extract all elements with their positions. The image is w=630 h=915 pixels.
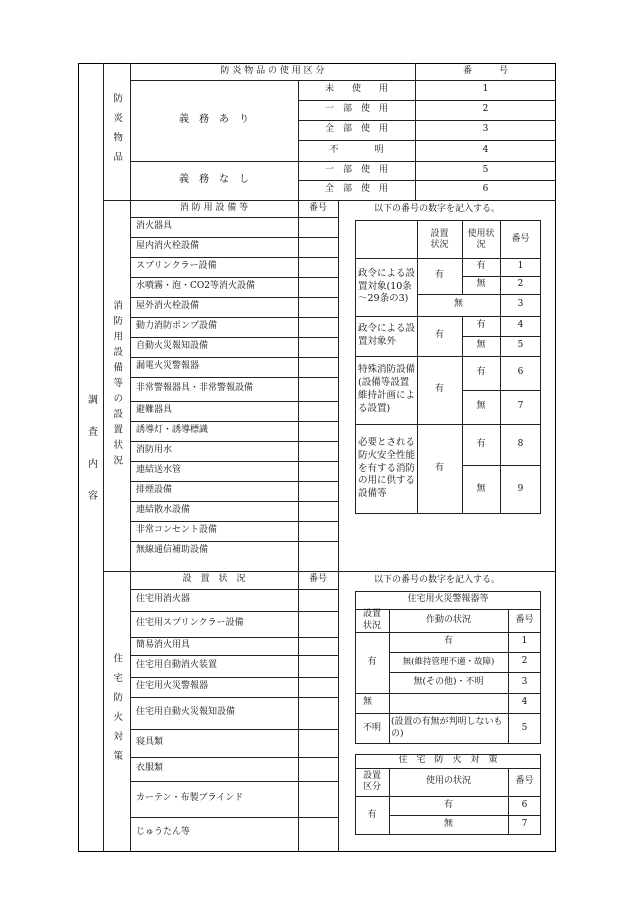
- residential-item: 簡易消火用具: [136, 640, 191, 651]
- usage-cell: 未 使 用: [324, 84, 388, 95]
- residential-item: 住宅用自動火災報知設備: [136, 707, 236, 718]
- alarm-number: 1: [521, 636, 528, 647]
- residential-item: 住宅用スプリンクラー設備: [136, 618, 244, 629]
- equipment-item-header: 消 防 用 設 備 等: [179, 202, 249, 213]
- residential-number-input[interactable]: [298, 729, 338, 757]
- legend-number: 7: [517, 401, 524, 412]
- divider: [338, 200, 339, 571]
- legend-usage-yes: 有: [476, 261, 486, 272]
- equipment-number-input[interactable]: [298, 257, 338, 277]
- divider: [338, 571, 339, 852]
- alarm-table-title: 住宅用火災警報器等: [407, 594, 489, 605]
- equipment-item: 無線通信補助設備: [136, 545, 209, 556]
- equipment-item: 漏電火災警報器: [136, 361, 200, 372]
- equipment-item: 自動火災報知設備: [136, 341, 209, 352]
- equipment-item: 連結送水管: [136, 465, 182, 476]
- equipment-number-input[interactable]: [298, 461, 338, 481]
- fire-retardant-side-label: 防炎物品: [111, 92, 123, 171]
- measures-install-header: 設置区分: [362, 770, 381, 792]
- legend-group1-label: 政令による設置対象(10条～29条の3): [358, 267, 416, 305]
- equipment-number-input[interactable]: [298, 297, 338, 317]
- equipment-number-header: 番号: [308, 202, 327, 213]
- legend-group2-label: 政令による設置対象外: [358, 323, 416, 347]
- measures-number: 6: [521, 799, 528, 810]
- alarm-unknown: 不明: [362, 722, 381, 733]
- legend-usage-header: 使用状況: [467, 228, 495, 250]
- legend-number: 6: [517, 367, 524, 378]
- equipment-item: 避難器具: [136, 405, 173, 416]
- number-cell: 6: [482, 184, 489, 195]
- equipment-item: 誘導灯・誘導標識: [136, 425, 209, 436]
- equipment-number-input[interactable]: [298, 317, 338, 337]
- alarm-op-maint: 無(維持管理不適・故障): [402, 656, 495, 667]
- usage-cell: 一 部 使 用: [324, 164, 388, 175]
- equipment-number-input[interactable]: [298, 421, 338, 441]
- legend-none: 無: [453, 299, 463, 310]
- legend-number: 1: [517, 261, 524, 272]
- alarm-number: 4: [521, 697, 528, 708]
- usage-cell: 不 明: [329, 144, 384, 155]
- legend-usage-no: 無: [476, 483, 486, 494]
- legend-number-header: 番号: [511, 234, 530, 245]
- fire-retardant-number-header: 番 号: [462, 65, 508, 76]
- equipment-item: スプリンクラー設備: [136, 261, 217, 272]
- legend-install-header: 設置状況: [430, 228, 449, 250]
- measures-usage-no: 無: [443, 819, 453, 830]
- number-cell: 5: [482, 164, 489, 175]
- alarm-number: 5: [521, 722, 528, 733]
- alarm-none: 無: [363, 697, 373, 708]
- legend-yes: 有: [434, 384, 444, 395]
- alarm-op-yes: 有: [443, 636, 453, 647]
- legend-number: 4: [517, 320, 524, 331]
- equipment-number-input[interactable]: [298, 277, 338, 297]
- equipment-side-label: 消防用設備等の設置状況: [111, 300, 123, 471]
- usage-cell: 全 部 使 用: [324, 124, 388, 135]
- measures-number: 7: [521, 819, 528, 830]
- residential-item: 住宅用火災警報器: [136, 681, 209, 692]
- measures-number-header: 番号: [515, 776, 534, 787]
- residential-number-input[interactable]: [298, 611, 338, 637]
- residential-number-input[interactable]: [298, 757, 338, 781]
- legend-usage-yes: 有: [476, 320, 486, 331]
- number-cell: 3: [482, 124, 489, 135]
- legend-usage-no: 無: [476, 401, 486, 412]
- equipment-item: 消火器具: [136, 221, 173, 232]
- residential-item: 寝具類: [136, 737, 164, 748]
- alarm-number: 2: [521, 656, 528, 667]
- usage-cell: 一 部 使 用: [324, 104, 388, 115]
- number-cell: 2: [482, 104, 489, 115]
- alarm-install-header: 設置状況: [362, 609, 381, 631]
- residential-instruction: 以下の番号の数字を記入する。: [374, 575, 501, 585]
- equipment-item: 屋外消火栓設備: [136, 301, 200, 312]
- legend-usage-yes: 有: [476, 438, 486, 449]
- equipment-number-input[interactable]: [298, 401, 338, 421]
- legend-usage-no: 無: [476, 340, 486, 351]
- equipment-item: 非常コンセント設備: [136, 525, 218, 536]
- legend-yes: 有: [434, 270, 444, 281]
- equipment-number-input[interactable]: [298, 377, 338, 401]
- equipment-number-input[interactable]: [298, 237, 338, 257]
- equipment-item: 非常警報器具・非常警報設備: [136, 383, 254, 394]
- survey-label: 調査内容: [85, 393, 97, 522]
- legend-number: 8: [517, 438, 524, 449]
- alarm-operation-header: 作動の状況: [425, 614, 471, 625]
- legend-number: 9: [517, 483, 524, 494]
- alarm-op-other: 無(その他)・不明: [413, 676, 484, 687]
- duty-no-label: 義 務 な し: [179, 174, 249, 186]
- equipment-number-input[interactable]: [298, 481, 338, 501]
- equipment-item: 屋内消火栓設備: [136, 241, 200, 252]
- residential-number-input[interactable]: [298, 637, 338, 655]
- equipment-item: 排煙設備: [136, 485, 173, 496]
- residential-item: カーテン・布製ブラインド: [136, 793, 244, 804]
- residential-number-input[interactable]: [298, 697, 338, 729]
- legend-yes: 有: [434, 330, 444, 341]
- equipment-item: 消防用水: [136, 445, 173, 456]
- residential-item: 衣服類: [136, 763, 164, 774]
- residential-item: 住宅用消火器: [136, 594, 191, 605]
- measures-install-yes: 有: [367, 809, 377, 820]
- equipment-number-input[interactable]: [298, 217, 338, 237]
- duty-yes-label: 義 務 あ り: [179, 114, 249, 126]
- residential-number-input[interactable]: [298, 655, 338, 677]
- residential-side-label: 住宅防火対策: [111, 653, 123, 770]
- residential-number-input[interactable]: [298, 677, 338, 697]
- equipment-number-input[interactable]: [298, 441, 338, 461]
- residential-number-input[interactable]: [298, 817, 338, 848]
- equipment-number-input[interactable]: [298, 541, 338, 561]
- legend-number: 5: [517, 340, 524, 351]
- equipment-number-input[interactable]: [298, 521, 338, 541]
- measures-usage-header: 使用の状況: [425, 776, 471, 787]
- alarm-install-yes: 有: [367, 656, 377, 667]
- legend-number: 2: [517, 279, 524, 290]
- legend-group4-label: 必要とされる防火安全性能を有する消防の用に供する設備等: [358, 436, 416, 500]
- usage-cell: 全 部 使 用: [324, 184, 388, 195]
- alarm-number-header: 番号: [515, 614, 534, 625]
- fire-retardant-usage-header: 防 炎 物 品 の 使 用 区 分: [220, 65, 325, 76]
- residential-number-input[interactable]: [298, 781, 338, 817]
- measures-usage-yes: 有: [443, 799, 453, 810]
- residential-item: じゅうたん等: [136, 826, 191, 837]
- equipment-instruction: 以下の番号の数字を記入する。: [374, 204, 501, 214]
- residential-item-header: 設 置 状 況: [182, 574, 246, 585]
- legend-yes: 有: [434, 463, 444, 474]
- equipment-item: 動力消防ポンプ設備: [136, 321, 218, 332]
- legend-group3-label: 特殊消防設備(設備等設置維持計画による設置): [358, 364, 416, 414]
- equipment-number-input[interactable]: [298, 357, 338, 377]
- equipment-number-input[interactable]: [298, 337, 338, 357]
- equipment-item: 連結散水設備: [136, 505, 191, 516]
- number-cell: 1: [482, 84, 489, 95]
- residential-number-header: 番号: [308, 574, 327, 585]
- measures-table-title: 住 宅 防 火 対 策: [398, 755, 498, 766]
- alarm-number: 3: [521, 676, 528, 687]
- legend-usage-yes: 有: [476, 367, 486, 378]
- equipment-item: 水噴霧・泡・CO2等消火設備: [136, 281, 255, 292]
- equipment-number-input[interactable]: [298, 501, 338, 521]
- residential-item: 住宅用自動消火装置: [136, 660, 218, 671]
- alarm-unknown-note: (設置の有無が判明しないもの): [391, 716, 503, 739]
- legend-usage-no: 無: [476, 279, 486, 290]
- legend-number: 3: [517, 299, 524, 310]
- residential-number-input[interactable]: [298, 589, 338, 611]
- number-cell: 4: [482, 144, 489, 155]
